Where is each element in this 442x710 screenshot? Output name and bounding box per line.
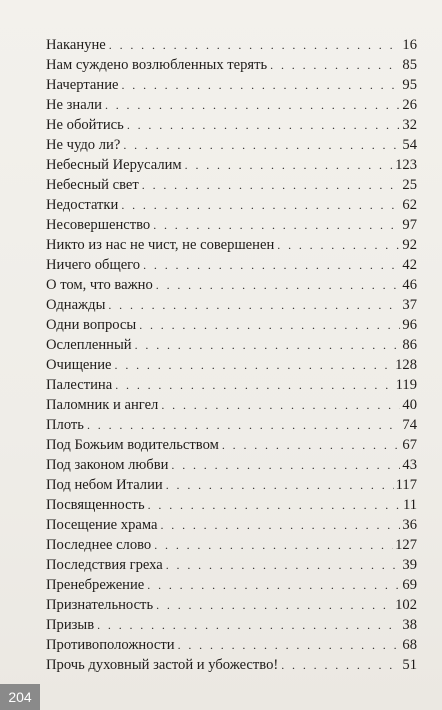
toc-title: Посещение храма	[46, 517, 158, 533]
toc-page-number: 69	[402, 577, 417, 593]
dot-leader	[139, 315, 400, 335]
toc-page-number: 11	[402, 497, 417, 513]
toc-entry	[46, 195, 417, 215]
dot-leader	[154, 535, 393, 555]
dot-leader	[222, 435, 401, 455]
dot-leader	[270, 55, 400, 75]
toc-title: Под небом Италии	[46, 477, 163, 493]
toc-page-number: 37	[402, 297, 417, 313]
toc-entry	[46, 535, 417, 555]
toc-page-number: 68	[402, 637, 417, 653]
toc-entry	[46, 75, 417, 95]
dot-leader	[166, 475, 394, 495]
toc-page-number: 36	[402, 517, 417, 533]
toc-page-number: 32	[402, 117, 417, 133]
toc-entry	[46, 115, 417, 135]
toc-title: Небесный Иерусалим	[46, 157, 182, 173]
toc-title: Не знали	[46, 97, 102, 113]
toc-title: Ослепленный	[46, 337, 132, 353]
toc-title: Никто из нас не чист, не совершенен	[46, 237, 275, 253]
toc-title: Противоположности	[46, 637, 175, 653]
dot-leader	[105, 95, 400, 115]
toc-title: Прочь духовный застой и убожество!	[46, 657, 279, 673]
toc-title: Плоть	[46, 417, 84, 433]
toc-entry	[46, 415, 417, 435]
toc-title: Под Божьим водительством	[46, 437, 219, 453]
toc-title: Последнее слово	[46, 537, 152, 553]
toc-title: Однажды	[46, 297, 106, 313]
toc-title: Паломник и ангел	[46, 397, 159, 413]
toc-entry	[46, 355, 417, 375]
dot-leader	[148, 495, 401, 515]
toc-page-number: 38	[402, 617, 417, 633]
dot-leader	[127, 115, 401, 135]
dot-leader	[97, 615, 400, 635]
toc-page-number: 43	[402, 457, 417, 473]
toc-entry	[46, 175, 417, 195]
dot-leader	[281, 655, 400, 675]
toc-title: Признательность	[46, 597, 154, 613]
toc-title: О том, что важно	[46, 277, 153, 293]
toc-entry	[46, 315, 417, 335]
toc-title: Посвященность	[46, 497, 145, 513]
toc-page-number: 16	[402, 37, 417, 53]
toc-entry	[46, 35, 417, 55]
toc-page-number: 67	[402, 437, 417, 453]
dot-leader	[87, 415, 400, 435]
toc-entry	[46, 435, 417, 455]
toc-title: Не чудо ли?	[46, 137, 121, 153]
toc-page-number: 85	[402, 57, 417, 73]
toc-entry	[46, 575, 417, 595]
dot-leader	[166, 555, 401, 575]
dot-leader	[147, 575, 400, 595]
toc-title: Палестина	[46, 377, 113, 393]
toc-page-number: 96	[402, 317, 417, 333]
toc-page-number: 39	[402, 557, 417, 573]
toc-entry	[46, 495, 417, 515]
toc-title: Последствия греха	[46, 557, 163, 573]
toc-page-number: 51	[402, 657, 417, 673]
toc-entry	[46, 595, 417, 615]
toc-page-number: 25	[402, 177, 417, 193]
toc-title: Несовершенство	[46, 217, 151, 233]
toc-title: Недостатки	[46, 197, 119, 213]
dot-leader	[161, 395, 400, 415]
toc-entry	[46, 555, 417, 575]
toc-title: Не обойтись	[46, 117, 124, 133]
dot-leader	[277, 235, 400, 255]
toc-page-number: 86	[402, 337, 417, 353]
toc-entry	[46, 95, 417, 115]
toc-title: Очищение	[46, 357, 112, 373]
toc-page-number: 74	[402, 417, 417, 433]
toc-page-number: 26	[402, 97, 417, 113]
dot-leader	[171, 455, 400, 475]
dot-leader	[185, 155, 393, 175]
toc-title: Призыв	[46, 617, 95, 633]
toc-entry	[46, 475, 417, 495]
dot-leader	[115, 355, 394, 375]
dot-leader	[109, 35, 401, 55]
toc-page-number: 54	[402, 137, 417, 153]
toc-title: Небесный свет	[46, 177, 139, 193]
toc-entry	[46, 275, 417, 295]
dot-leader	[143, 255, 400, 275]
toc-page-number: 123	[395, 157, 417, 173]
toc-title: Нам суждено возлюбленных терять	[46, 57, 268, 73]
dot-leader	[108, 295, 400, 315]
dot-leader	[142, 175, 401, 195]
toc-page-number: 128	[395, 357, 417, 373]
toc-entry	[46, 655, 417, 675]
dot-leader	[153, 215, 400, 235]
toc-entry	[46, 255, 417, 275]
toc-page-number: 97	[402, 217, 417, 233]
table-of-contents	[46, 35, 417, 675]
toc-entry	[46, 155, 417, 175]
toc-entry	[46, 235, 417, 255]
toc-entry	[46, 455, 417, 475]
toc-entry	[46, 215, 417, 235]
toc-page-number: 42	[402, 257, 417, 273]
toc-title: Под законом любви	[46, 457, 169, 473]
toc-page-number: 117	[395, 477, 417, 493]
dot-leader	[135, 335, 401, 355]
toc-page-number: 40	[402, 397, 417, 413]
dot-leader	[178, 635, 401, 655]
toc-title: Ничего общего	[46, 257, 141, 273]
toc-entry	[46, 375, 417, 395]
toc-entry	[46, 135, 417, 155]
dot-leader	[115, 375, 393, 395]
toc-entry	[46, 335, 417, 355]
dot-leader	[156, 275, 401, 295]
toc-entry	[46, 395, 417, 415]
toc-page-number: 62	[402, 197, 417, 213]
toc-entry	[46, 295, 417, 315]
toc-entry	[46, 635, 417, 655]
dot-leader	[156, 595, 393, 615]
toc-page-number: 95	[402, 77, 417, 93]
toc-title: Пренебрежение	[46, 577, 145, 593]
page-number-tab: 204	[0, 684, 40, 710]
toc-title: Одни вопросы	[46, 317, 137, 333]
toc-page-number: 119	[395, 377, 417, 393]
dot-leader	[121, 195, 400, 215]
toc-page-number: 127	[395, 537, 417, 553]
dot-leader	[160, 515, 400, 535]
toc-entry	[46, 55, 417, 75]
toc-entry	[46, 515, 417, 535]
toc-page-number: 46	[402, 277, 417, 293]
dot-leader	[123, 135, 400, 155]
dot-leader	[121, 75, 400, 95]
toc-title: Начертание	[46, 77, 119, 93]
toc-page-number: 102	[395, 597, 417, 613]
toc-page-number: 92	[402, 237, 417, 253]
toc-entry	[46, 615, 417, 635]
toc-title: Накануне	[46, 37, 106, 53]
